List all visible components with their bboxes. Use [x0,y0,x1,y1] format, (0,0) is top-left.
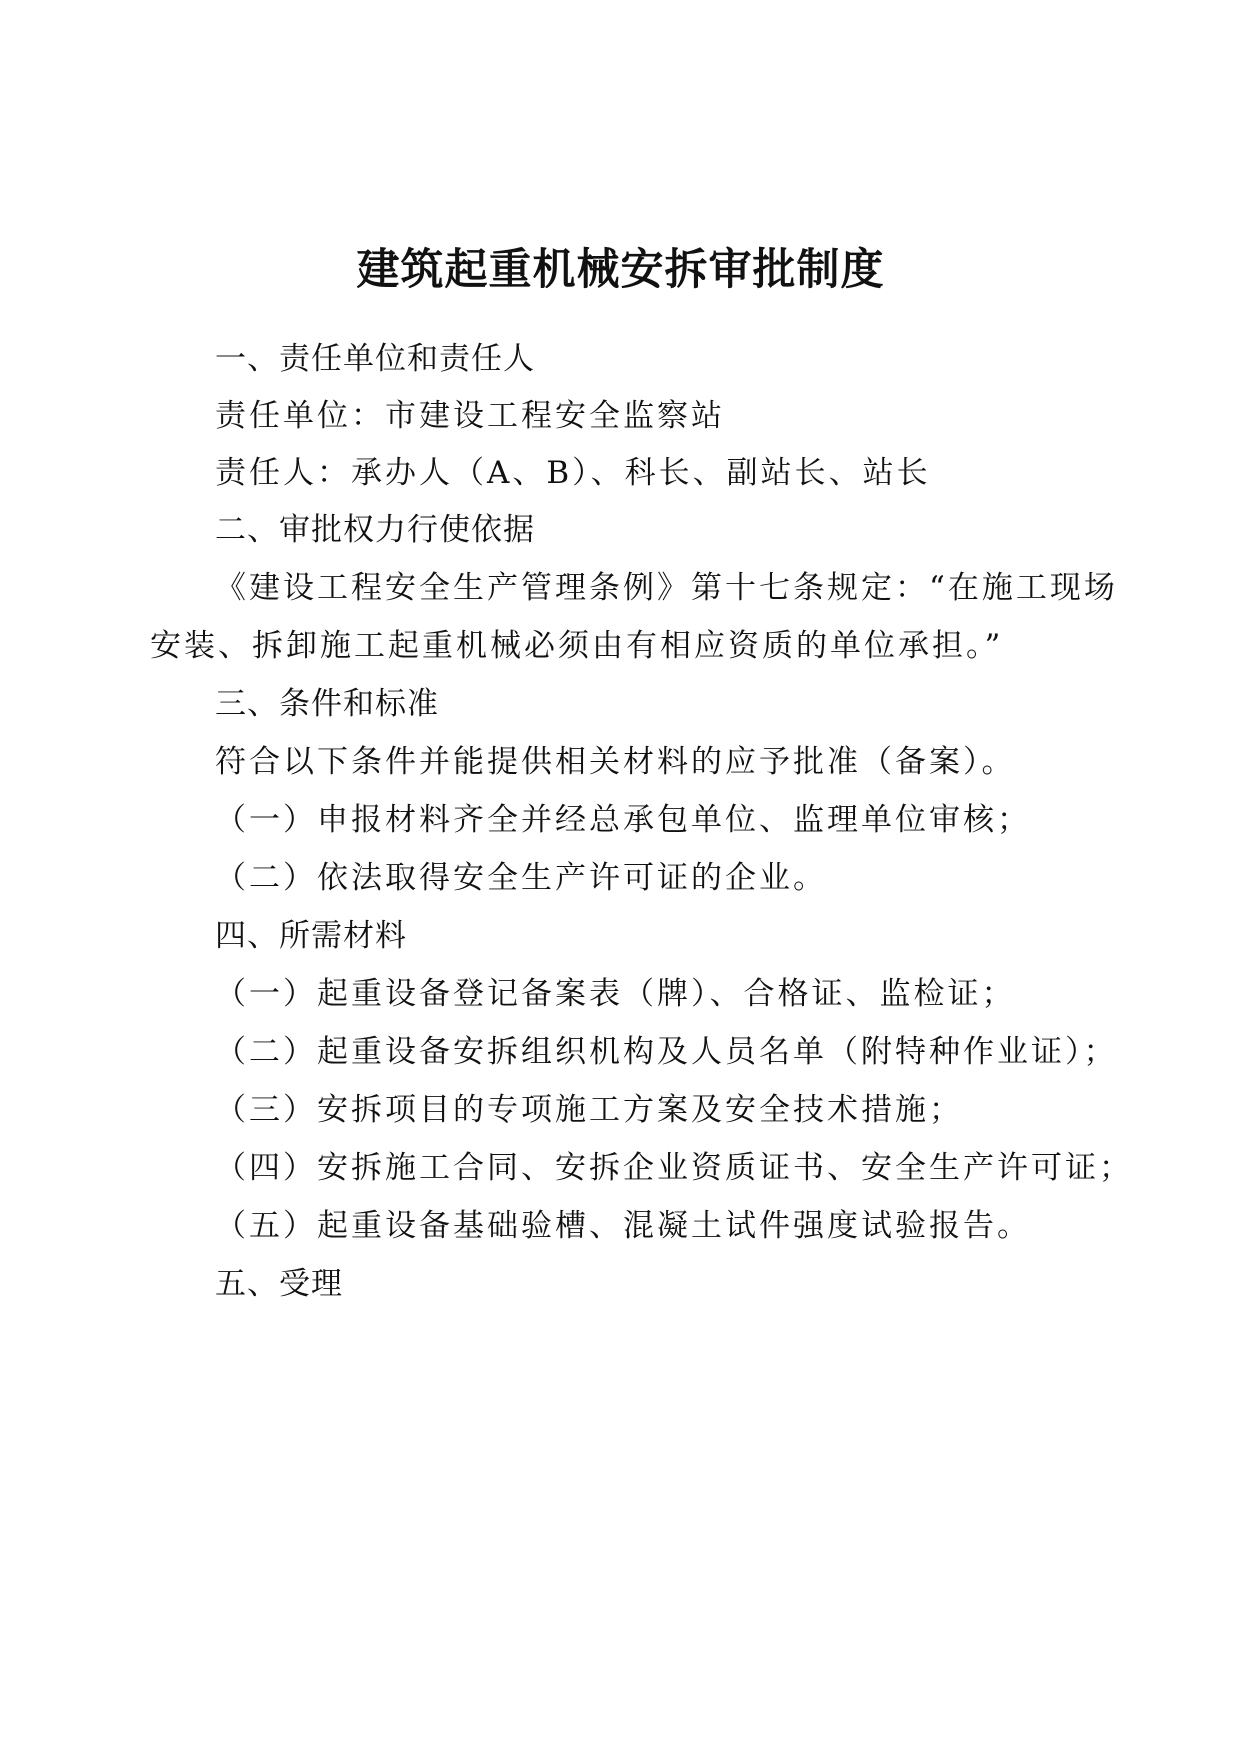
condition-item: （二）依法取得安全生产许可证的企业。 [215,860,827,896]
responsible-unit-text: 责任单位：市建设工程安全监察站 [215,398,725,434]
section-1-heading: 一、责任单位和责任人 [215,341,535,377]
material-item: （五）起重设备基础验槽、混凝土试件强度试验报告。 [215,1208,1031,1244]
material-item: （二）起重设备安拆组织机构及人员名单（附特种作业证）； [215,1034,1118,1070]
material-item: （三）安拆项目的专项施工方案及安全技术措施； [215,1092,963,1128]
section-5-heading: 五、受理 [215,1266,343,1302]
material-item: （一）起重设备登记备案表（牌）、合格证、监检证； [215,976,1016,1012]
legal-basis-line-2: 安装、拆卸施工起重机械必须由有相应资质的单位承担。” [150,628,1004,664]
material-item: （四）安拆施工合同、安拆企业资质证书、安全生产许可证； [215,1150,1133,1186]
document-title: 建筑起重机械安拆审批制度 [356,245,885,295]
responsible-persons-text: 责任人：承办人（A、B）、科长、副站长、站长 [215,455,931,491]
section-3-heading: 三、条件和标准 [215,686,439,722]
legal-basis-line-1: 《建设工程安全生产管理条例》第十七条规定：“在施工现场 [215,570,1118,606]
section-2-heading: 二、审批权力行使依据 [215,512,535,548]
conditions-intro: 符合以下条件并能提供相关材料的应予批准（备案）。 [215,744,1016,780]
condition-item: （一）申报材料齐全并经总承包单位、监理单位审核； [215,802,1031,838]
section-4-heading: 四、所需材料 [215,918,407,954]
